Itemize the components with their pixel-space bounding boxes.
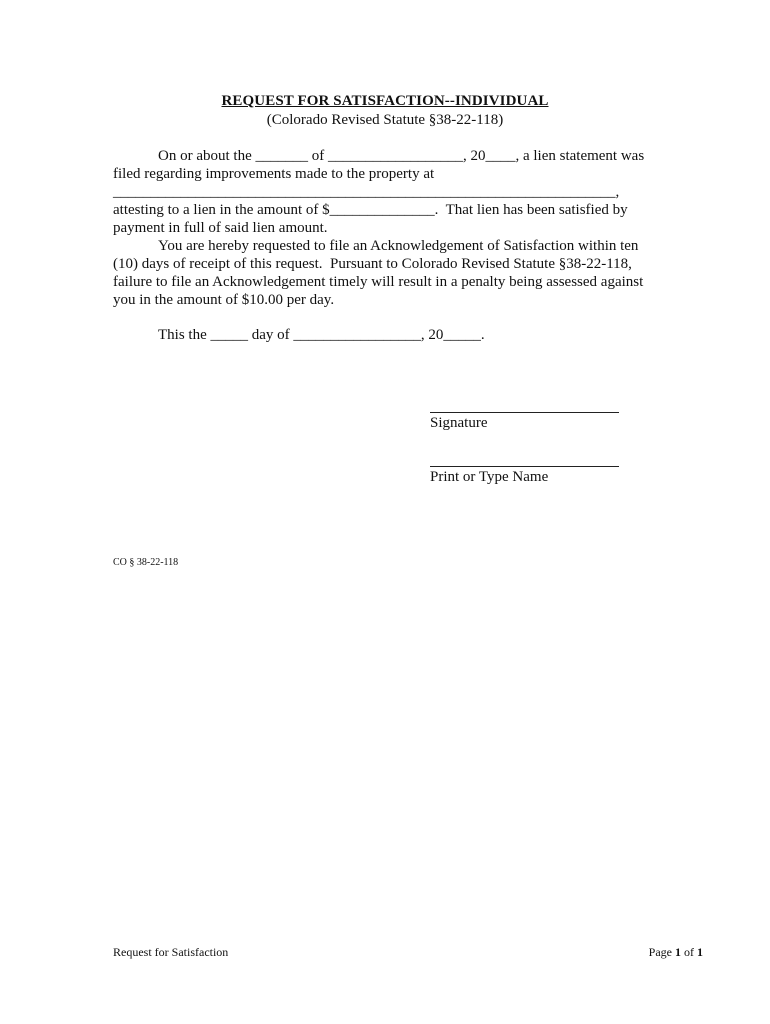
dated-line: This the _____ day of _________________, 20_____. [158, 327, 485, 343]
print-name-label: Print or Type Name [430, 469, 549, 485]
footer-document-name: Request for Satisfaction [113, 945, 229, 959]
document-title: REQUEST FOR SATISFACTION--INDIVIDUAL [221, 93, 549, 109]
page-current: 1 [675, 945, 681, 959]
page-prefix: Page [648, 945, 675, 959]
page-number [649, 945, 703, 960]
body-line-4: attesting to a lien in the amount of $______________. That lien has been satisfied by [113, 202, 628, 218]
body-line-5: payment in full of said lien amount. [113, 220, 328, 236]
body-line-7: (10) days of receipt of this request. Pursuant to Colorado Revised Statute §38-22-118, [113, 256, 632, 272]
body-line-6: You are hereby requested to file an Acknowledgement of Satisfaction within ten [158, 238, 639, 254]
print-name-line [430, 466, 619, 467]
statute-code: CO § 38-22-118 [113, 557, 179, 568]
body-line-8: failure to file an Acknowledgement timely will result in a penalty being assessed against [113, 274, 644, 290]
page-of: of [681, 945, 697, 959]
signature-label: Signature [430, 415, 488, 431]
signature-line [430, 412, 619, 413]
body-line-2: filed regarding improvements made to the property at [113, 166, 435, 182]
body-line-9: you in the amount of $10.00 per day. [113, 292, 335, 308]
page-total: 1 [697, 945, 703, 959]
body-line-1: On or about the _______ of __________________, 20____, a lien statement was [158, 148, 645, 164]
property-address-line: ___________________________________________________________________, [113, 184, 620, 200]
document-subtitle: (Colorado Revised Statute §38-22-118) [266, 112, 504, 128]
